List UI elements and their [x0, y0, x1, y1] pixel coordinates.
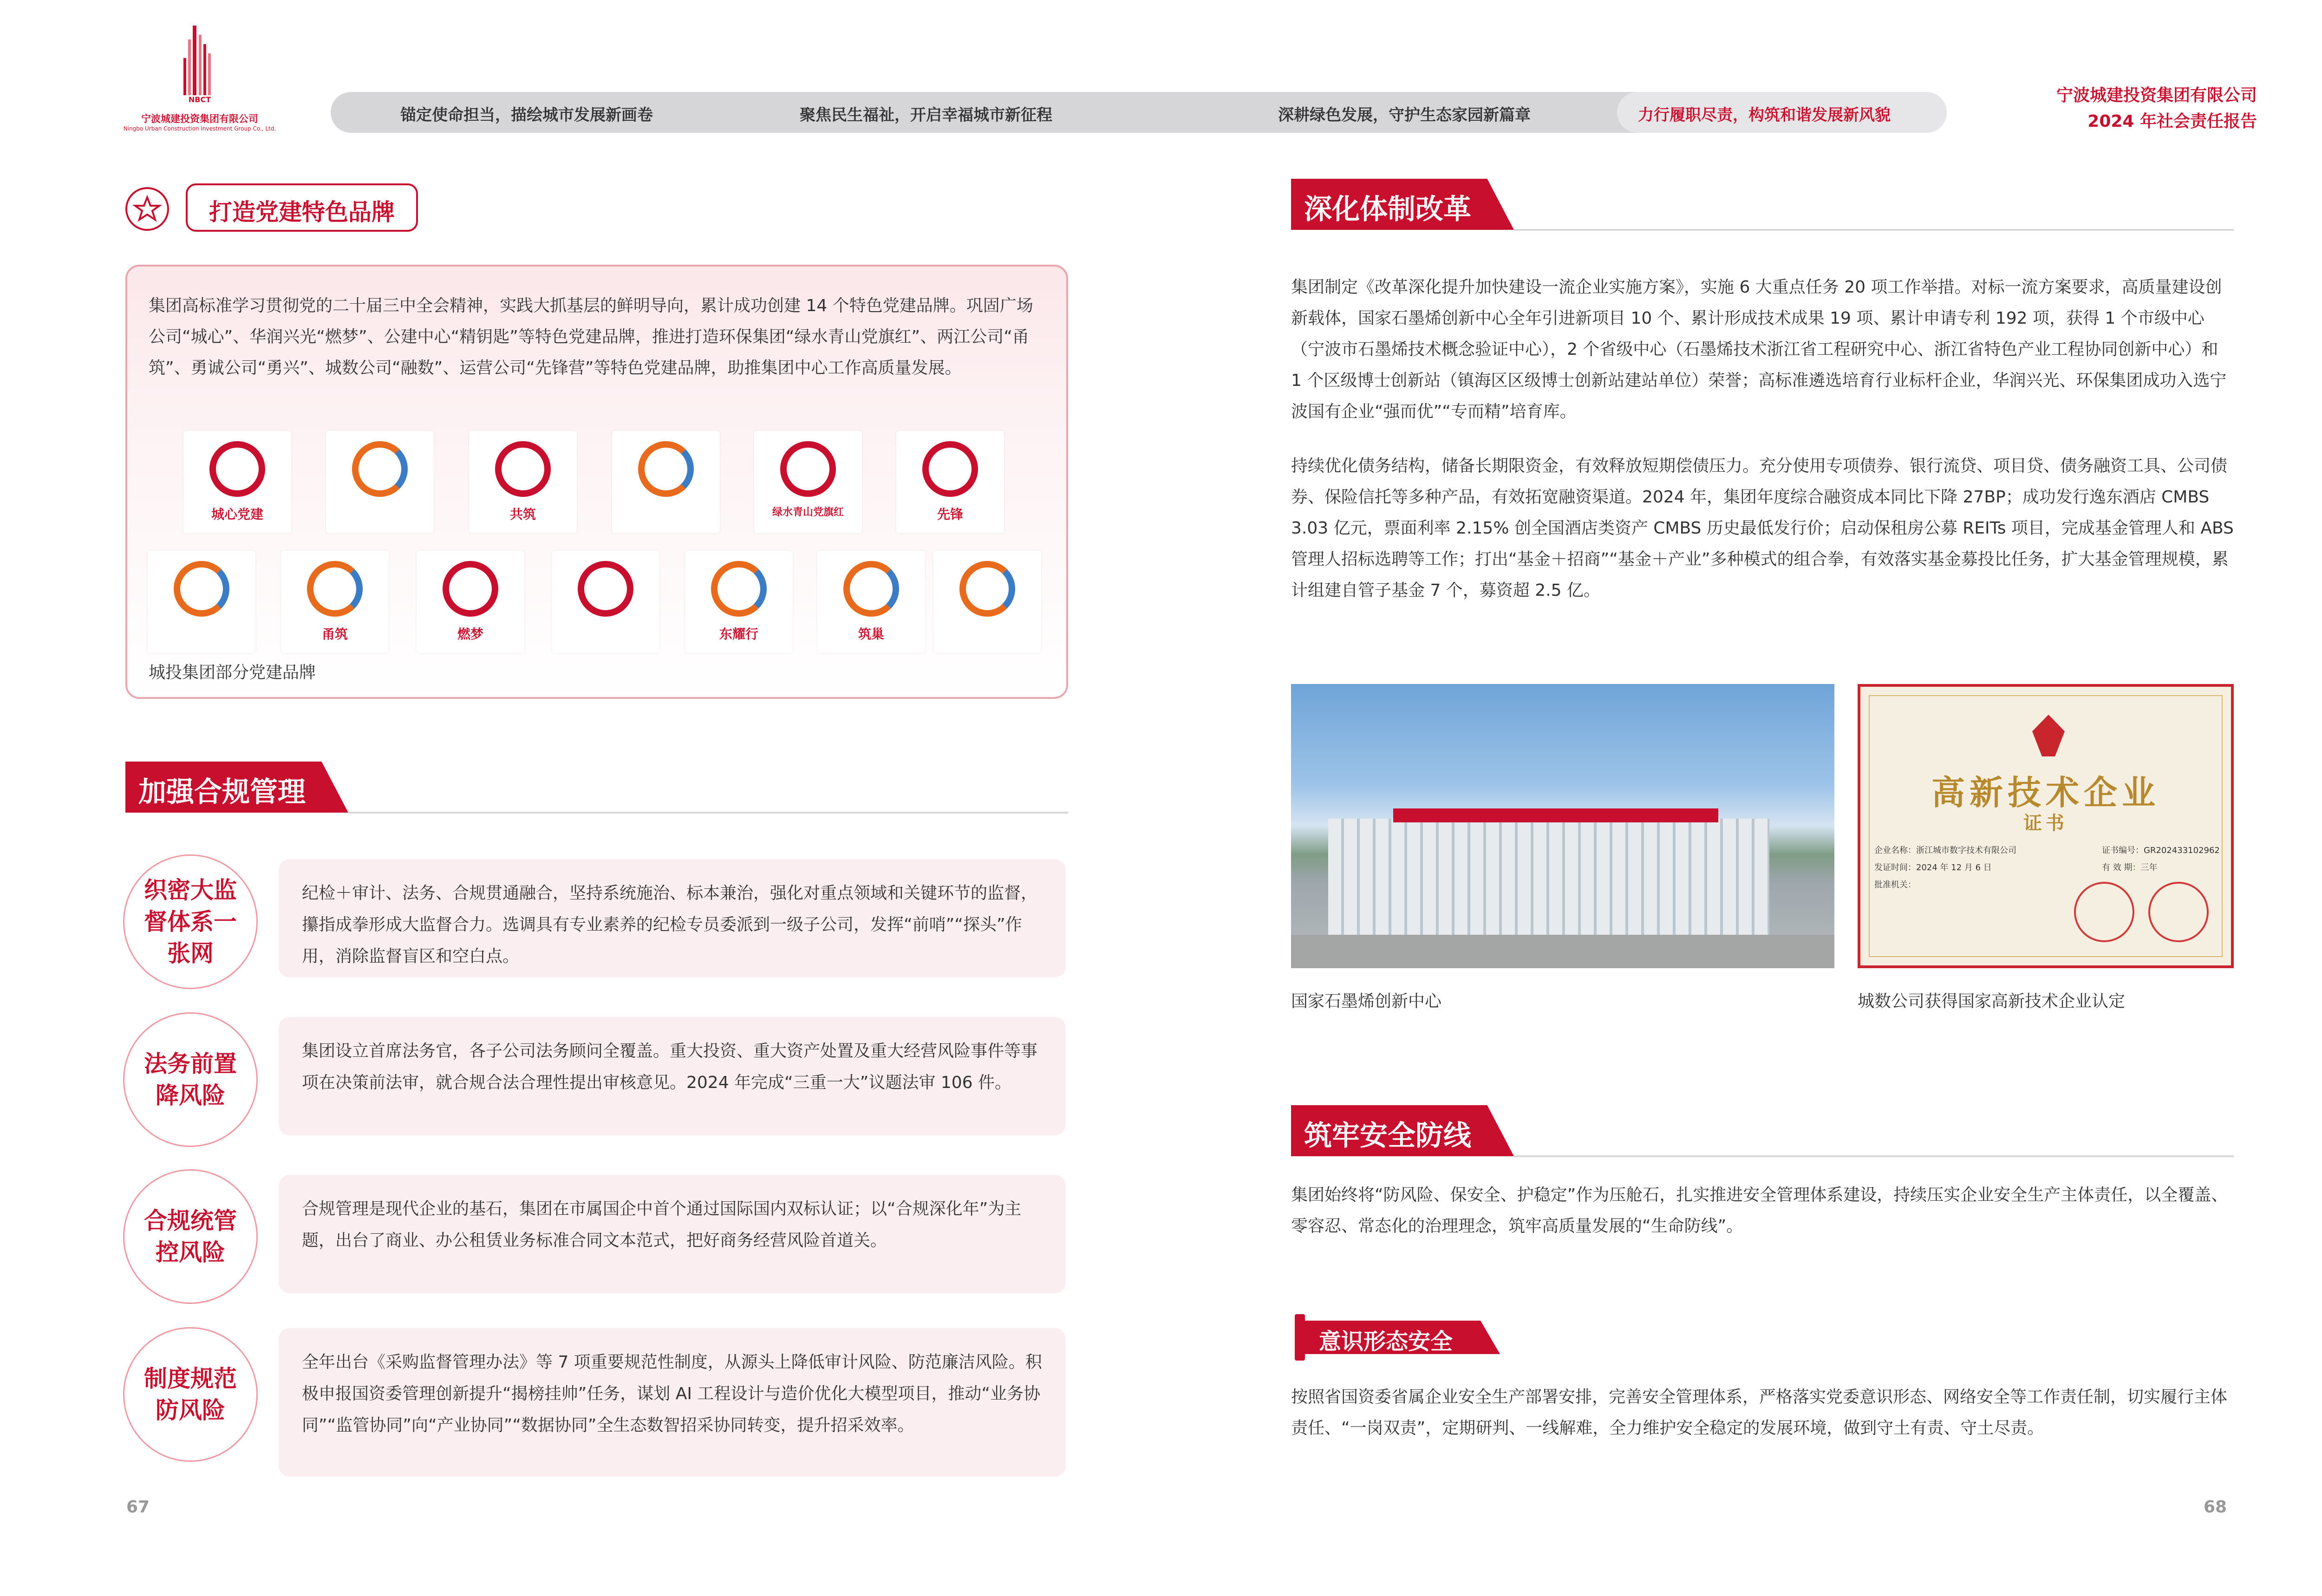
reform-section-header — [1291, 179, 2234, 230]
swirl-logo-icon — [352, 441, 408, 497]
safety-paragraph: 集团始终将“防风险、保安全、护稳定”作为压舱石，扎实推进安全管理体系建设，持续压实企业安全生产主体责任，以全覆盖、零容忍、常态化的治理理念，筑牢高质量发展的“生命防线”。 — [1291, 1186, 2228, 1236]
logo-abbr: NBCT — [188, 95, 211, 104]
photo-caption: 国家石墨烯创新中心 — [1291, 992, 1442, 1011]
seal-icon — [2074, 882, 2134, 942]
party-flag-logo-icon — [780, 441, 836, 497]
seal-icon — [2148, 882, 2209, 942]
brand-logo: 筑巢 — [817, 551, 925, 653]
logo-company-name-en: Ningbo Urban Construction Investment Group Co., Ltd. — [123, 125, 276, 132]
brand-logo: 先锋 — [896, 431, 1004, 533]
ideology-title: 意识形态安全 — [1319, 1329, 1453, 1355]
reform-paragraph-1: 集团制定《改革深化提升加快建设一流企业实施方案》，实施 6 大重点任务 20 项工作举措。对标一流方案要求，高质量建设创新载体，国家石墨烯创新中心全年引进新项目 10 个、累计形成技术成果 19 项、累计申请专利 192 项，获得 1 个市级中心（宁波市石墨烯技术概念验证中心），2 个省级中心（石墨烯技术浙江省工程研究中心、浙江省特色产业工程协同创新中心）和 1 个区级博士创新站（镇海区区级博士创新站建站单位）荣誉；高标准遴选培育行业标杆企业，华润兴光、环保集团成功入选宁波国有企业“强而优”“专而精”培育库。 — [1291, 278, 2227, 421]
page-number-right: 68 — [2204, 1498, 2227, 1517]
ideology-paragraph: 按照省国资委省属企业安全生产部署安排，完善安全管理体系，严格落实党委意识形态、网络安全等工作责任制，切实履行主体责任、“一岗双责”，定期研判、一线解难，全力维护安全稳定的发展环境，做到守土有责、守土尽责。 — [1291, 1388, 2228, 1438]
key-logo-icon — [174, 561, 229, 617]
certificate-company: 浙江城市数字技术有限公司 — [1916, 846, 2016, 855]
high-tech-certificate-image: 高新技术企业 证书 企业名称：浙江城市数字技术有限公司 证书编号：GR202433102962 发证时间：2024 年 12 月 6 日 有 效 期：三年 批准机关： — [1858, 684, 2234, 968]
brand-logo — [552, 551, 659, 653]
compliance-item-title-circle: 合规统管控风险 — [123, 1169, 258, 1304]
page-number-left: 67 — [126, 1498, 150, 1517]
safety-title: 筑牢安全防线 — [1304, 1120, 1471, 1152]
brand-logo: 共筑 — [469, 431, 577, 533]
graphene-center-photo — [1291, 684, 1834, 968]
certificate-caption: 城数公司获得国家高新技术企业认定 — [1858, 992, 2126, 1011]
compliance-item-title-circle: 制度规范防风险 — [123, 1327, 258, 1462]
brand-logo — [933, 551, 1041, 653]
brand-logo — [612, 431, 720, 533]
certificate-subtitle: 证书 — [2023, 813, 2068, 834]
hammer-sickle-logo-icon — [495, 441, 551, 497]
compliance-title: 加强合规管理 — [138, 776, 306, 808]
certificate-issuer-label: 批准机关： — [1874, 880, 1916, 890]
reform-title: 深化体制改革 — [1304, 193, 1471, 226]
logo-company-name: 宁波城建投资集团有限公司 — [141, 113, 258, 124]
brand-logo: 城心党建 — [183, 431, 291, 533]
compliance-section-header — [125, 762, 1068, 813]
party-badge-icon — [125, 187, 169, 231]
wave-logo-icon — [959, 561, 1015, 617]
brand-description: 集团高标准学习贯彻党的二十届三中全会精神，实践大抓基层的鲜明导向，累计成功创建 14 个特色党建品牌。巩固广场公司“城心”、华润兴光“燃梦”、公建中心“精钥匙”等特色党建品牌，推进打造环保集团“绿水青山党旗红”、两江公司“甬筑”、勇诚公司“勇兴”、城数公司“融数”、运营公司“先锋营”等特色党建品牌，助推集团中心工作高质量发展。 — [149, 296, 1033, 378]
building-logo-icon — [176, 26, 223, 104]
report-title-line2: 2024 年社会责任报告 — [2087, 112, 2257, 131]
compliance-item-title-circle: 法务前置降风险 — [123, 1012, 258, 1147]
certificate-date: 2024 年 12 月 6 日 — [1916, 863, 1992, 873]
brand-logo — [148, 551, 255, 653]
tree-logo-icon — [638, 441, 694, 497]
nav-item-4[interactable]: 力行履职尽责，构筑和谐发展新风貌 — [1638, 106, 1891, 124]
ideology-section-header — [1291, 1314, 1523, 1361]
company-logo — [116, 26, 283, 137]
brand-logo — [326, 431, 434, 533]
brand-title: 打造党建特色品牌 — [209, 199, 395, 226]
nest-logo-icon — [843, 561, 899, 617]
heart-logo-icon — [209, 441, 265, 497]
compliance-item-box — [279, 1328, 1066, 1477]
brand-logo: 东耀行 — [685, 551, 793, 653]
reform-paragraph-2: 持续优化债务结构，储备长期限资金，有效释放短期偿债压力。充分使用专项债券、银行流贷、项目贷、债务融资工具、公司债券、保险信托等多种产品，有效拓宽融资渠道。2024 年，集团年度综合融资成本同比下降 27BP；成功发行逸东酒店 CMBS 3.03 亿元，票面利率 2.15% 创全国酒店类资产 CMBS 历史最低发行价；启动保租房公募 REITs 项目，完成基金管理人和 ABS 管理人招标选聘等工作；打出“基金＋招商”“基金＋产业”多种模式的组合拳，有效落实基金募投比任务，扩大基金管理规模，累计组建自管子基金 7 个，募资超 2.5 亿。 — [1291, 456, 2234, 600]
certificate-title: 高新技术企业 — [1931, 773, 2160, 812]
certificate-number: GR202433102962 — [2144, 846, 2220, 855]
certificate-validity: 三年 — [2140, 863, 2158, 873]
nav-item-1[interactable]: 锚定使命担当，描绘城市发展新画卷 — [400, 106, 653, 124]
brand-logo: 燃梦 — [417, 551, 524, 653]
compliance-item-title-circle: 织密大监督体系一张网 — [123, 854, 258, 989]
brand-caption: 城投集团部分党建品牌 — [149, 663, 316, 682]
report-title — [1997, 83, 2257, 135]
compliance-item-text: 集团设立首席法务官，各子公司法务顾问全覆盖。重大投资、重大资产处置及重大经营风险事件等事项在决策前法审，就合规合法合理性提出审核意见。2024 年完成“三重一大”议题法审 106 件。 — [302, 1042, 1038, 1092]
nav-item-2[interactable]: 聚焦民生福祉，开启幸福城市新征程 — [800, 106, 1052, 124]
brand-logo: 甬筑 — [281, 551, 389, 653]
compliance-item-box — [279, 859, 1066, 977]
ribbon-logo-icon — [578, 561, 633, 617]
compliance-item-box — [279, 1017, 1066, 1135]
compliance-item-text: 纪检＋审计、法务、合规贯通融合，坚持系统施治、标本兼治，强化对重点领域和关键环节的监督，攥指成拳形成大监督合力。选调具有专业素养的纪检专员委派到一级子公司，发挥“前哨”“探头”作用，消除监督盲区和空白点。 — [302, 884, 1038, 966]
report-title-line1: 宁波城建投资集团有限公司 — [2056, 86, 2257, 105]
safety-section-header — [1291, 1105, 2234, 1156]
section-nav — [331, 92, 1947, 133]
compliance-item-box — [279, 1175, 1066, 1293]
building-logo-icon — [307, 561, 363, 617]
shield-logo-icon — [922, 441, 978, 497]
brand-logo: 绿水青山党旗红 — [754, 431, 862, 533]
arrow-logo-icon — [711, 561, 767, 617]
brand-title-pill — [186, 183, 418, 232]
brand-section-header — [125, 183, 423, 235]
nav-item-3[interactable]: 深耕绿色发展，守护生态家园新篇章 — [1278, 106, 1531, 124]
flame-logo-icon — [443, 561, 498, 617]
compliance-item-text: 合规管理是现代企业的基石，集团在市属国企中首个通过国际国内双标认证；以“合规深化年”为主题，出台了商业、办公租赁业务标准合同文本范式，把好商务经营风险首道关。 — [302, 1199, 1022, 1250]
compliance-item-text: 全年出台《采购监督管理办法》等 7 项重要规范性制度，从源头上降低审计风险、防范廉洁风险。积极申报国资委管理创新提升“揭榜挂帅”任务，谋划 AI 工程设计与造价优化大模型项目，推动“业务协同”“监管协同”向“产业协同”“数据协同”全生态数智招采协同转变，提升招采效率。 — [302, 1353, 1042, 1435]
